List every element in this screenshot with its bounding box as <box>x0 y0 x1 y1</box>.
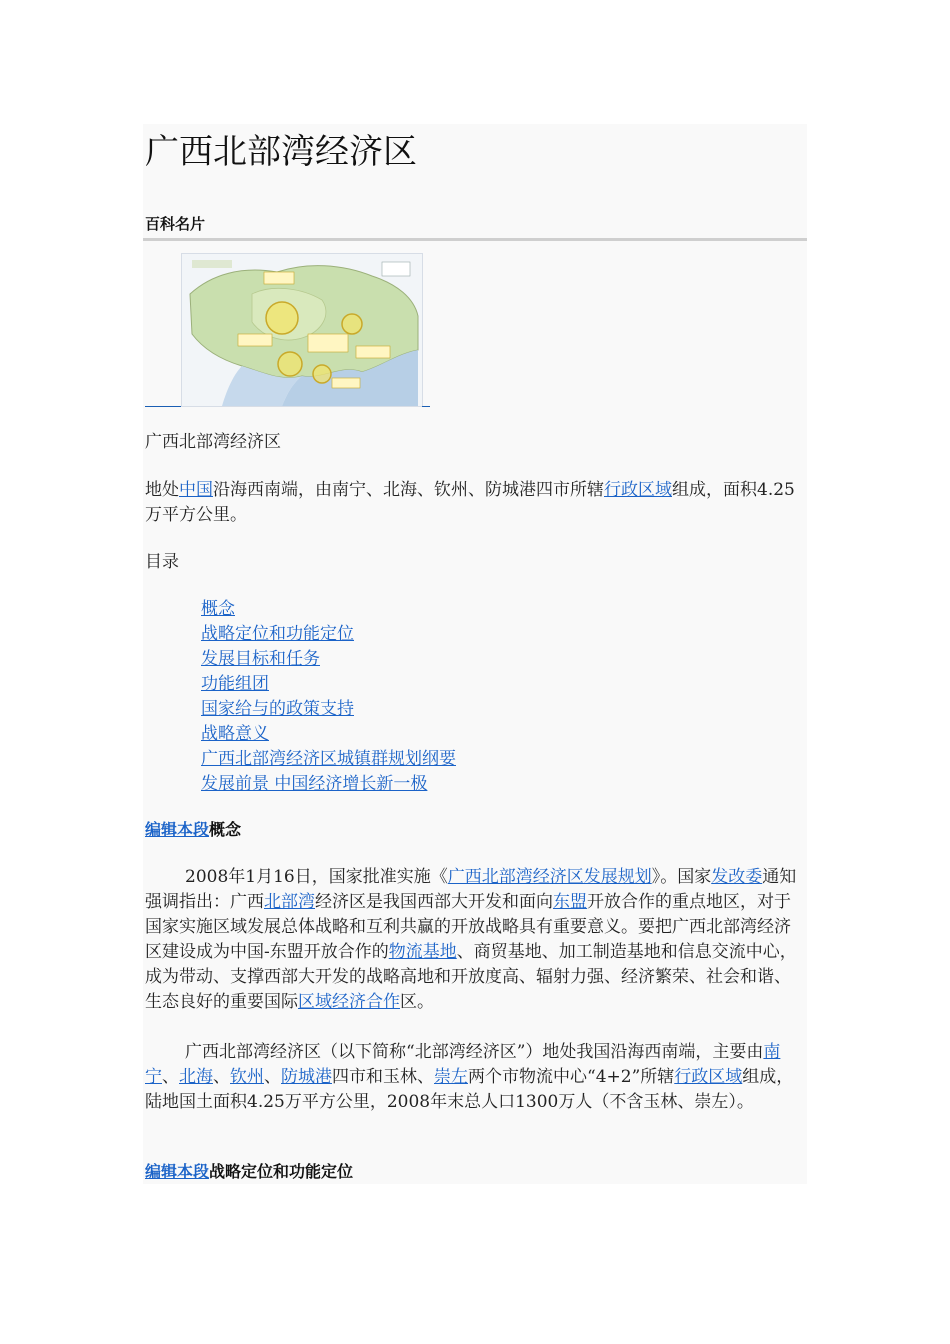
body-text: 两个市物流中心“4+2”所辖 <box>468 1067 675 1087</box>
body-text: 》。国家 <box>651 867 712 887</box>
body-text: 、 <box>162 1067 179 1087</box>
card-label: 百科名片 <box>145 215 206 233</box>
body-text: 四市和玉林、 <box>332 1067 434 1087</box>
link-chongzuo[interactable]: 崇左 <box>434 1067 468 1087</box>
body-text: 、 <box>213 1067 230 1087</box>
section-title: 战略定位和功能定位 <box>209 1162 354 1181</box>
concept-paragraph-1 <box>145 865 807 1015</box>
link-qinzhou[interactable]: 钦州 <box>230 1067 264 1087</box>
toc-link[interactable]: 国家给与的政策支持 <box>201 699 354 719</box>
link-nanning[interactable]: 南宁 <box>145 1042 781 1087</box>
link-admin-region[interactable]: 行政区域 <box>674 1067 743 1087</box>
link-plan[interactable]: 广西北部湾经济区发展规划 <box>447 867 652 887</box>
link-asean[interactable]: 东盟 <box>553 892 587 912</box>
toc-heading: 目录 <box>145 552 179 572</box>
link-beibu-gulf[interactable]: 北部湾 <box>264 892 315 912</box>
map-link-underline <box>422 406 430 407</box>
toc-link[interactable]: 战略定位和功能定位 <box>201 624 354 644</box>
divider <box>143 238 807 241</box>
body-text: 经济区是我国西部大开发和面向 <box>315 892 553 912</box>
toc-link[interactable]: 发展目标和任务 <box>201 649 320 669</box>
link-logistics-base[interactable]: 物流基地 <box>388 942 457 962</box>
toc-item <box>201 672 456 697</box>
link-regional-cooperation[interactable]: 区域经济合作 <box>298 992 400 1012</box>
body-text: 区。 <box>400 992 434 1012</box>
link-beihai[interactable]: 北海 <box>179 1067 213 1087</box>
toc-link[interactable]: 功能组团 <box>201 674 269 694</box>
body-text: 组成，陆地国土面积4.25万平方公里，2008年末总人口1300万人（不含玉林、崇左）。 <box>145 1067 794 1112</box>
table-of-contents <box>201 597 456 797</box>
section-title: 概念 <box>209 820 242 839</box>
toc-link[interactable]: 战略意义 <box>201 724 269 744</box>
region-map-graphic <box>182 254 422 406</box>
map-link-underline <box>145 406 181 407</box>
region-map-image[interactable] <box>181 253 423 407</box>
toc-item <box>201 722 456 747</box>
edit-section-link[interactable]: 编辑本段 <box>145 1162 210 1181</box>
toc-item <box>201 747 456 772</box>
page-title: 广西北部湾经济区 <box>145 132 417 172</box>
link-admin-region[interactable]: 行政区域 <box>604 480 672 500</box>
link-ndrc[interactable]: 发改委 <box>711 867 763 887</box>
toc-item <box>201 772 456 797</box>
link-china[interactable]: 中国 <box>179 480 213 500</box>
toc-item <box>201 597 456 622</box>
toc-link[interactable]: 发展前景 中国经济增长新一极 <box>201 774 428 794</box>
intro-text: 地处 <box>145 480 179 500</box>
toc-item <box>201 622 456 647</box>
intro-text: 沿海西南端，由南宁、北海、钦州、防城港四市所辖 <box>213 480 604 500</box>
body-text: 、商贸基地、加工制造基地和信息交流中心，成为带动、支撑西部大开发的战略高地和开放度高、辐射力强、经济繁荣、社会和谐、生态良好的重要国际 <box>145 942 797 1012</box>
body-text: 、 <box>264 1067 281 1087</box>
toc-item <box>201 697 456 722</box>
body-text: 开放合作的重点地区，对于国家实施区域发展总体战略和互利共赢的开放战略具有重要意义。要把广西北部湾经济区建设成为中国-东盟开放合作的 <box>145 892 791 962</box>
toc-link[interactable]: 概念 <box>201 599 235 619</box>
link-fangchenggang[interactable]: 防城港 <box>281 1067 332 1087</box>
intro-paragraph <box>145 478 807 528</box>
intro-text: 组成，面积4.25万平方公里。 <box>145 480 795 525</box>
map-caption: 广西北部湾经济区 <box>145 432 281 452</box>
toc-item <box>201 647 456 672</box>
body-text: 广西北部湾经济区（以下简称“北部湾经济区”）地处我国沿海西南端，主要由 <box>185 1042 764 1062</box>
body-text: 通知强调指出：广西 <box>145 867 797 912</box>
edit-section-link[interactable]: 编辑本段 <box>145 820 210 839</box>
toc-link[interactable]: 广西北部湾经济区城镇群规划纲要 <box>201 749 456 769</box>
concept-paragraph-2 <box>145 1040 807 1115</box>
body-text: 2008年1月16日，国家批准实施《 <box>185 867 448 887</box>
section-heading-concept <box>145 818 241 842</box>
section-heading-strategy <box>145 1160 353 1184</box>
